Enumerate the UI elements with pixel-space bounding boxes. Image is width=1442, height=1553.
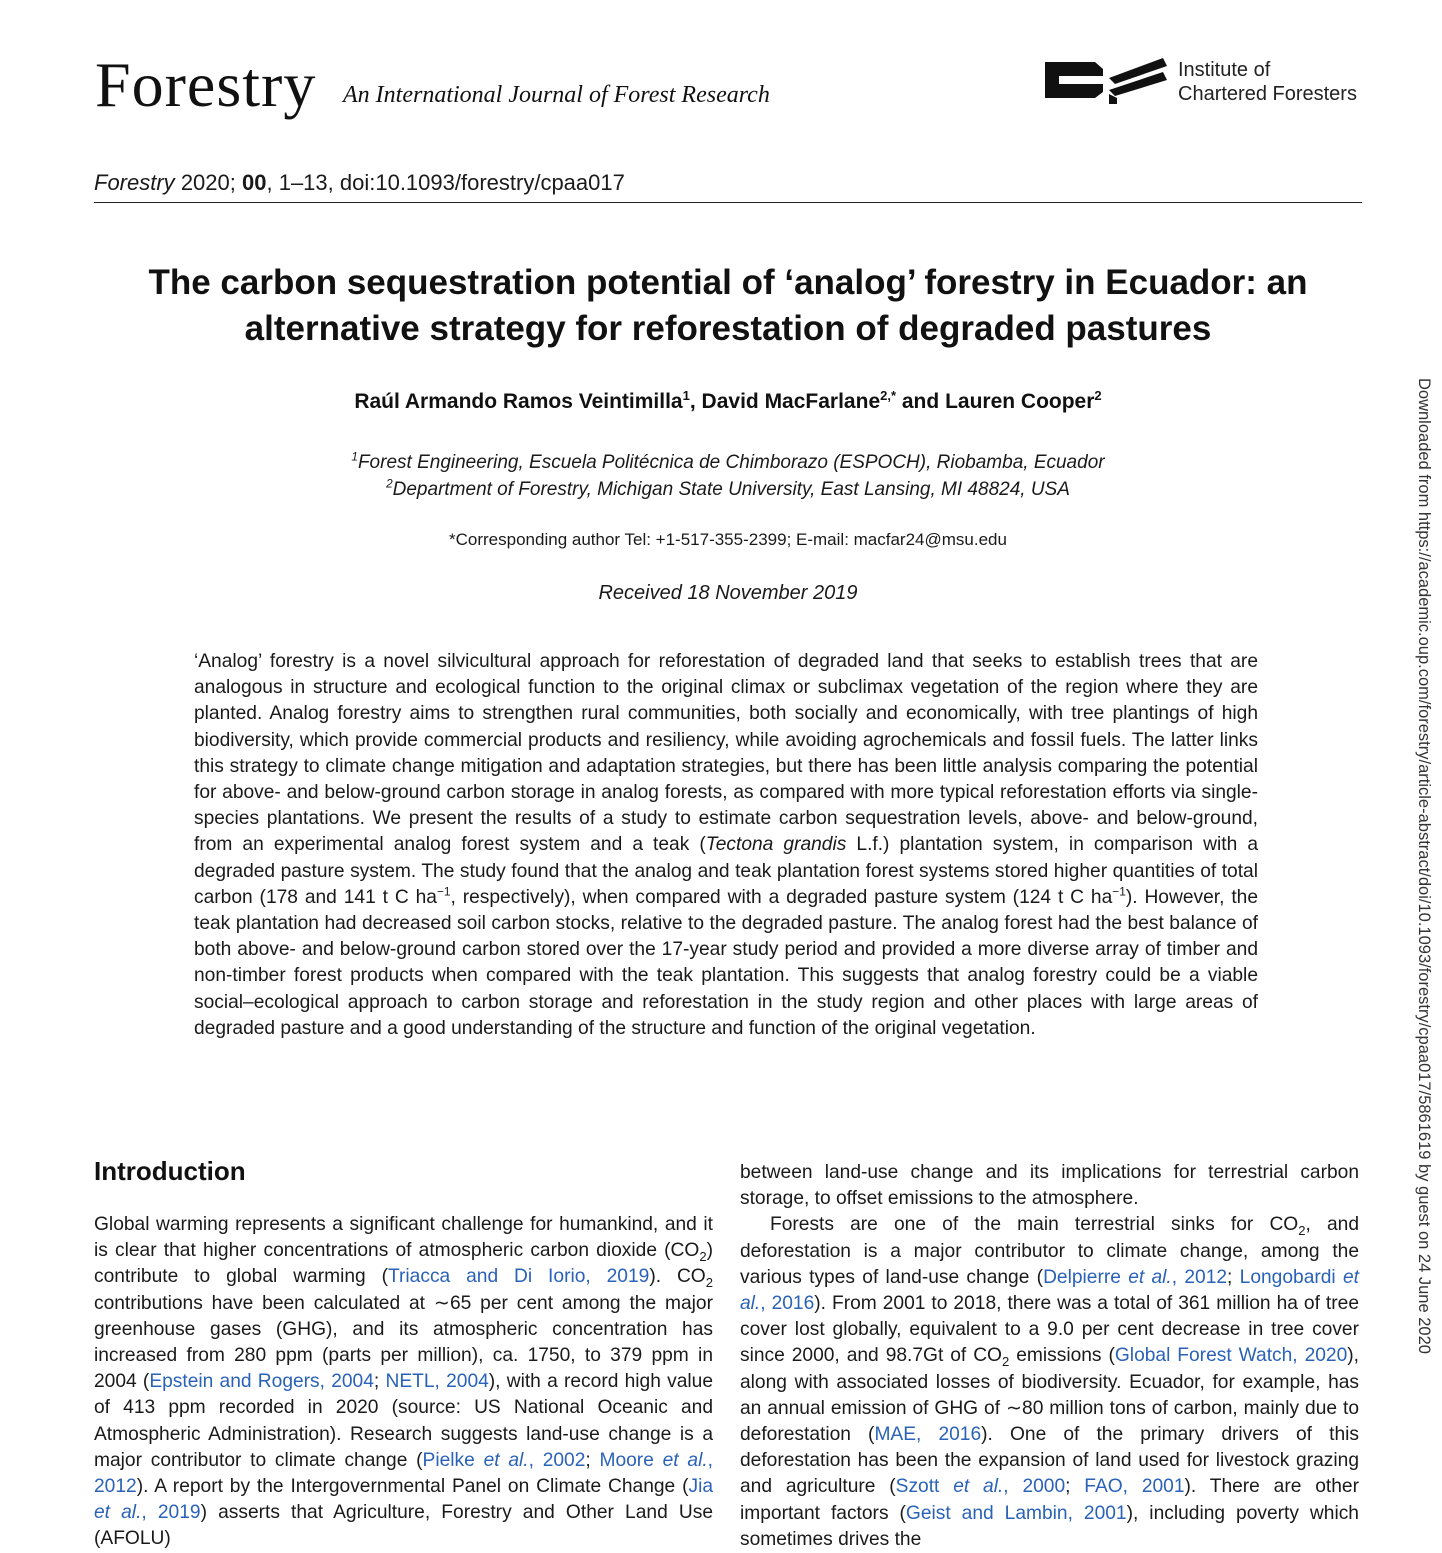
journal-logo: Forestry	[95, 49, 317, 120]
received-date: Received 18 November 2019	[598, 582, 858, 604]
citation-journal: Forestry	[94, 170, 175, 195]
text-run: ) contribute to global warming (	[94, 1240, 713, 1288]
affiliations	[94, 449, 1362, 503]
author-2: David MacFarlane	[701, 390, 881, 413]
abstract-unit-exp-2: −1	[1112, 884, 1126, 899]
author-list	[94, 390, 1362, 414]
ref-author[interactable]: Moore	[599, 1449, 663, 1471]
ref-author[interactable]: Szott	[895, 1476, 954, 1498]
text-run: ). CO	[649, 1266, 706, 1288]
subscript-2: 2	[1002, 1354, 1010, 1370]
subscript-2: 2	[1298, 1223, 1306, 1239]
abstract-unit-exp-1: −1	[436, 884, 451, 899]
ref-author[interactable]: Jia	[688, 1476, 713, 1498]
citation-volume: 00	[242, 170, 267, 195]
abstract	[194, 649, 1258, 1042]
reference-link[interactable]: FAO, 2001	[1084, 1476, 1185, 1498]
text-run: ), along with associated losses of biodiversity. Ecuador, for example, has an annual emission of GHG of ∼80 million tons of carbon, mainly due to deforestation (	[740, 1345, 1359, 1446]
reference-link[interactable]: MAE, 2016	[874, 1424, 982, 1446]
affiliation-1	[94, 449, 1362, 476]
author-2-affil: 2,*	[880, 388, 897, 403]
section-heading-introduction: Introduction	[94, 1156, 246, 1186]
text-run: ). From 2001 to 2018, there was a total of 361 million ha of tree cover lost globally, equivalent to a 9.0 per cent decrease in tree cover since 2000, and 98.7Gt of CO	[740, 1293, 1359, 1367]
download-watermark: Downloaded from https://academic.oup.com/forestry/article-abstract/doi/10.1093/forestry/cpaa017/5861619 by guest on 24 June 2020	[1415, 378, 1433, 1354]
text-run: ;	[585, 1449, 600, 1471]
text-run: ), including poverty which sometimes drives the	[740, 1502, 1359, 1550]
ref-year[interactable]: , 2002	[528, 1449, 586, 1471]
text-run: ). One of the primary drivers of this deforestation has been the expansion of land used for livestock grazing and agriculture (	[740, 1424, 1359, 1498]
affiliation-2-text: Department of Forestry, Michigan State University, East Lansing, MI 48824, USA	[392, 479, 1070, 500]
ref-etal[interactable]: et al.	[94, 1502, 142, 1524]
text-run: emissions (	[1009, 1345, 1115, 1367]
ref-year[interactable]: , 2019	[141, 1502, 201, 1524]
intro-column-left	[94, 1212, 713, 1553]
reference-link[interactable]	[1043, 1267, 1227, 1288]
text-run: Global warming represents a significant challenge for humankind, and it is clear that higher concentrations of atmospheric carbon dioxide (CO	[94, 1214, 713, 1262]
text-run: ;	[373, 1371, 386, 1393]
reference-link[interactable]: Global Forest Watch, 2020	[1114, 1345, 1348, 1367]
ref-etal[interactable]: et al.	[483, 1449, 529, 1471]
text-run: ;	[1065, 1476, 1085, 1498]
text-run: ;	[1227, 1266, 1240, 1288]
author-3: Lauren Cooper	[945, 390, 1095, 413]
citation-line	[94, 170, 625, 196]
ref-author[interactable]: Pielke	[422, 1449, 484, 1471]
publisher-name	[1178, 58, 1357, 106]
ref-etal[interactable]: et al.	[662, 1449, 708, 1471]
publisher-line-1: Institute of	[1178, 59, 1271, 81]
text-run: ). There are other important factors (	[740, 1476, 1359, 1524]
abstract-species: Tectona grandis	[705, 834, 847, 856]
author-sep-1: ,	[689, 390, 702, 413]
reference-link[interactable]: Epstein and Rogers, 2004	[149, 1371, 374, 1393]
ref-author[interactable]: Longobardi	[1239, 1266, 1343, 1288]
affiliation-1-mark: 1	[351, 450, 358, 464]
author-sep-2: and	[896, 390, 946, 413]
affiliation-2	[94, 476, 1362, 503]
ref-year[interactable]: , 2000	[1003, 1476, 1066, 1498]
intro-column-right	[740, 1160, 1359, 1553]
intro-paragraph-1	[94, 1212, 713, 1553]
reference-link[interactable]: Triacca and Di Iorio, 2019	[388, 1266, 650, 1288]
ref-author[interactable]: Delpierre	[1043, 1266, 1129, 1288]
text-run: ) asserts that Agriculture, Forestry and Other Land Use (AFOLU)	[94, 1502, 713, 1550]
abstract-part-2: L.f.) plantation system, in comparison with a degraded pasture system. The study found that the analog and teak plantation forest systems stored higher quantities of total carbon (178 and 141 t C ha	[194, 834, 1258, 908]
article-title	[94, 260, 1362, 352]
text-run: ). A report by the Intergovernmental Panel on Climate Change (	[136, 1476, 689, 1498]
ref-etal[interactable]: et al.	[1128, 1266, 1172, 1288]
affiliation-1-text: Forest Engineering, Escuela Politécnica de Chimborazo (ESPOCH), Riobamba, Ecuador	[357, 452, 1105, 473]
subscript-2: 2	[699, 1249, 707, 1265]
author-3-affil: 2	[1094, 388, 1102, 403]
reference-link[interactable]	[423, 1450, 586, 1471]
ico-logo-icon	[1043, 56, 1169, 106]
abstract-part-3: , respectively), when compared with a degraded pasture system (124 t C ha	[450, 886, 1113, 908]
publisher-line-2: Chartered Foresters	[1178, 83, 1357, 105]
text-run: Forests are one of the main terrestrial sinks for CO	[770, 1214, 1299, 1236]
ref-year[interactable]: , 2012	[94, 1449, 714, 1498]
subscript-2: 2	[705, 1275, 713, 1291]
author-1-affil: 1	[682, 388, 690, 403]
reference-link[interactable]: Geist and Lambin, 2001	[905, 1502, 1127, 1524]
citation-year: 2020;	[180, 170, 236, 195]
affiliation-2-mark: 2	[386, 477, 393, 491]
ref-year[interactable]: , 2016	[760, 1293, 815, 1315]
intro-paragraph-2	[740, 1212, 1359, 1553]
author-1: Raúl Armando Ramos Veintimilla	[354, 390, 683, 413]
journal-subtitle: An International Journal of Forest Research	[343, 82, 770, 108]
header-rule	[94, 202, 1362, 203]
text-run: contributions have been calculated at ∼65 per cent among the major greenhouse gases (GHG), and its atmospheric concentration has increased from 280 ppm (parts per million), ca. 1750, to 379 ppm in 2004 (	[94, 1292, 713, 1393]
citation-rest: , 1–13, doi:10.1093/forestry/cpaa017	[266, 170, 625, 195]
abstract-part-4: ). However, the teak plantation had decreased soil carbon stocks, relative to the degraded pasture. The analog forest had the best balance of both above- and below-ground carbon stored over the 17-year study period and provided a more diverse array of timber and non-timber forest products when compared with the teak plantation. This suggests that analog forestry could be a viable social–ecological approach to carbon storage and reforestation in the study region and other places with large areas of degraded pasture and a good understanding of the structure and function of the original vegetation.	[194, 886, 1258, 1039]
ref-etal[interactable]: et al.	[953, 1476, 1004, 1498]
intro-paragraph-continued: between land-use change and its implications for terrestrial carbon storage, to offset emissions to the atmosphere.	[740, 1162, 1359, 1210]
text-run: , and deforestation is a major contributor to climate change, among the various types of land-use change (	[740, 1214, 1359, 1288]
abstract-part-1: ‘Analog’ forestry is a novel silvicultural approach for reforestation of degraded land that seeks to establish trees that are analogous in structure and ecological function to the original climax or subclimax vegetation of the region where they are planted. Analog forestry aims to strengthen rural communities, both socially and economically, with tree plantings of high biodiversity, which provide commercial products and resiliency, while avoiding agrochemicals and fossil fuels. The latter links this strategy to climate change mitigation and adaptation strategies, but there has been little analysis comparing the potential for above- and below-ground carbon storage in analog forests, as compared with more typical reforestation efforts via single-species plantations. We present the results of a study to estimate carbon sequestration levels, above- and below-ground, from an experimental analog forest system and a teak (	[194, 651, 1258, 856]
corresponding-author: *Corresponding author Tel: +1-517-355-2399; E-mail: macfar24@msu.edu	[449, 530, 1007, 549]
ref-year[interactable]: , 2012	[1171, 1266, 1228, 1288]
title-line-2: alternative strategy for reforestation of degraded pastures	[244, 309, 1212, 348]
title-line-1: The carbon sequestration potential of ‘analog’ forestry in Ecuador: an	[148, 263, 1308, 302]
ref-etal[interactable]: et al.	[740, 1266, 1359, 1315]
reference-link[interactable]: NETL, 2004	[385, 1371, 489, 1393]
reference-link[interactable]	[896, 1476, 1066, 1497]
text-run: ), with a record high value of 413 ppm recorded in 2020 (source: US National Oceanic and Atmospheric Administration). Research suggests land-use change is a major contributor to climate change (	[94, 1371, 713, 1471]
